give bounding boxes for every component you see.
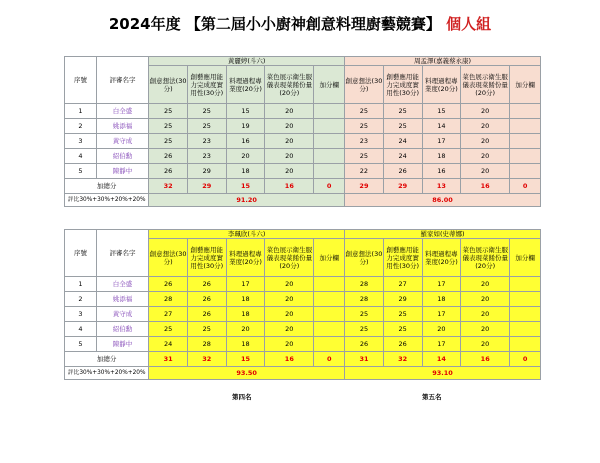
score-cell: 20 [265,307,314,322]
criteria-header: 創藝應用能力完成度實用性(30分) [187,239,226,277]
score-cell: 25 [149,134,188,149]
score-cell: 20 [461,322,510,337]
score-cell: 20 [265,104,314,119]
criteria-header: 創意想法(30分) [149,239,188,277]
score-table-2 [64,229,541,380]
seq-cell: 1 [65,104,97,119]
total-cell: 14 [422,352,461,367]
criteria-header: 菜色展示衛生服儀表現菜餚份量(20分) [265,66,314,104]
total-cell: 15 [226,352,265,367]
score-cell: 16 [226,134,265,149]
total-cell: 29 [187,179,226,194]
judge-name: 姚添福 [96,119,148,134]
score-cell: 26 [149,164,188,179]
score-cell [314,307,345,322]
score-cell [510,292,541,307]
score-cell [314,322,345,337]
score-cell: 20 [461,104,510,119]
total-cell: 0 [314,179,345,194]
title-group: 個人組 [446,15,492,33]
score-cell: 28 [345,292,384,307]
score-cell: 20 [265,277,314,292]
score-cell: 25 [187,104,226,119]
seq-cell: 4 [65,322,97,337]
score-cell [510,149,541,164]
contestant-name: 周孟澤(嘉義蔡永康) [345,57,541,66]
weighted-score: 93.10 [345,367,541,380]
score-cell: 28 [345,277,384,292]
total-cell: 0 [314,352,345,367]
score-cell: 17 [422,307,461,322]
score-cell: 26 [187,307,226,322]
score-cell: 25 [345,149,384,164]
seq-cell: 5 [65,337,97,352]
score-cell: 20 [461,119,510,134]
contestant-name: 李珮欣(斗六) [149,230,345,239]
score-cell [314,104,345,119]
score-cell: 20 [461,337,510,352]
contestant-name: 羅家如(史蒂娜) [345,230,541,239]
contestant-name: 黃麗婷(斗六) [149,57,345,66]
seq-cell: 3 [65,307,97,322]
score-cell: 20 [265,164,314,179]
score-cell: 18 [422,149,461,164]
score-cell [510,307,541,322]
score-cell [510,277,541,292]
score-cell: 25 [149,119,188,134]
criteria-header: 創藝應用能力完成度實用性(30分) [383,66,422,104]
score-cell: 25 [345,119,384,134]
score-cell [510,164,541,179]
score-cell: 27 [383,277,422,292]
judge-header: 評審名字 [96,57,148,104]
total-cell: 31 [345,352,384,367]
seq-header: 序號 [65,230,97,277]
score-cell: 29 [187,164,226,179]
judge-name: 陳靜中 [96,337,148,352]
score-cell: 25 [187,119,226,134]
score-cell: 20 [461,149,510,164]
score-cell: 23 [187,134,226,149]
total-cell: 16 [265,352,314,367]
criteria-header: 加分欄 [510,239,541,277]
score-cell: 28 [187,337,226,352]
total-cell: 16 [461,179,510,194]
score-cell [510,322,541,337]
score-cell: 20 [265,322,314,337]
score-table-1 [64,56,541,207]
score-cell: 17 [422,134,461,149]
score-cell: 20 [265,134,314,149]
criteria-header: 菜色展示衛生服儀表現菜餚份量(20分) [461,239,510,277]
total-cell: 16 [265,179,314,194]
total-cell: 29 [383,179,422,194]
score-cell: 29 [383,292,422,307]
score-cell: 20 [461,277,510,292]
seq-header: 序號 [65,57,97,104]
seq-cell: 5 [65,164,97,179]
score-cell: 25 [149,104,188,119]
total-label: 加總分 [65,179,149,194]
score-cell: 20 [461,164,510,179]
score-cell: 18 [226,164,265,179]
score-cell [314,134,345,149]
total-cell: 32 [149,179,188,194]
score-cell: 24 [383,134,422,149]
judge-name: 陳靜中 [96,164,148,179]
score-cell: 26 [345,337,384,352]
score-cell [314,149,345,164]
score-cell: 20 [226,322,265,337]
title-main: 2024年度 【第二屆小小廚神創意料理廚藝競賽】 [108,15,441,33]
total-cell: 0 [510,179,541,194]
score-cell: 20 [461,134,510,149]
criteria-header: 創藝應用能力完成度實用性(30分) [383,239,422,277]
score-cell: 23 [187,149,226,164]
criteria-header: 料理過程專業度(20分) [422,66,461,104]
criteria-header: 創意想法(30分) [345,239,384,277]
score-cell: 20 [422,322,461,337]
score-cell: 26 [383,337,422,352]
score-cell: 20 [461,307,510,322]
rank-label-right: 第五名 [422,393,442,401]
seq-cell: 2 [65,119,97,134]
seq-cell: 3 [65,134,97,149]
score-cell: 25 [345,322,384,337]
score-cell: 26 [149,149,188,164]
judge-name: 白全盛 [96,104,148,119]
score-cell [510,119,541,134]
score-cell: 17 [422,337,461,352]
score-cell: 18 [226,337,265,352]
score-cell: 26 [187,292,226,307]
score-cell: 15 [226,104,265,119]
score-cell [314,277,345,292]
score-cell: 20 [265,337,314,352]
score-cell: 24 [383,149,422,164]
score-cell: 25 [345,307,384,322]
criteria-header: 加分欄 [314,66,345,104]
score-cell: 27 [149,307,188,322]
score-cell: 25 [383,119,422,134]
score-cell: 18 [226,292,265,307]
weighted-score: 86.00 [345,194,541,207]
criteria-header: 創意想法(30分) [149,66,188,104]
score-cell: 26 [187,277,226,292]
criteria-header: 菜色展示衛生服儀表現菜餚份量(20分) [265,239,314,277]
score-cell: 20 [265,119,314,134]
total-cell: 31 [149,352,188,367]
score-cell: 25 [187,322,226,337]
seq-cell: 2 [65,292,97,307]
criteria-header: 加分欄 [314,239,345,277]
score-cell: 17 [422,277,461,292]
score-cell [314,337,345,352]
weighted-score: 91.20 [149,194,345,207]
criteria-header: 料理過程專業度(20分) [226,66,265,104]
score-cell [314,164,345,179]
weighted-label: 評比30%+30%+20%+20% [65,367,149,380]
total-cell: 29 [345,179,384,194]
score-cell: 24 [149,337,188,352]
total-label: 加總分 [65,352,149,367]
score-cell [314,119,345,134]
score-cell: 25 [149,322,188,337]
score-cell: 26 [149,277,188,292]
judge-name: 紹伯勳 [96,322,148,337]
total-cell: 0 [510,352,541,367]
score-cell [510,337,541,352]
score-cell: 22 [345,164,384,179]
score-cell: 26 [383,164,422,179]
judge-name: 紹伯勳 [96,149,148,164]
score-cell [314,292,345,307]
judge-header: 評審名字 [96,230,148,277]
score-cell [510,134,541,149]
criteria-header: 料理過程專業度(20分) [422,239,461,277]
score-cell [510,104,541,119]
criteria-header: 菜色展示衛生服儀表現菜餚份量(20分) [461,66,510,104]
total-cell: 32 [383,352,422,367]
score-cell: 25 [383,322,422,337]
score-cell: 25 [383,307,422,322]
total-cell: 16 [461,352,510,367]
score-cell: 28 [149,292,188,307]
rank-label-left: 第四名 [232,393,252,401]
judge-name: 黃守成 [96,134,148,149]
page-title [0,13,600,34]
criteria-header: 加分欄 [510,66,541,104]
weighted-label: 評比30%+30%+20%+20% [65,194,149,207]
score-cell: 18 [422,292,461,307]
score-cell: 20 [226,149,265,164]
criteria-header: 創藝應用能力完成度實用性(30分) [187,66,226,104]
seq-cell: 4 [65,149,97,164]
score-cell: 20 [265,149,314,164]
score-cell: 14 [422,119,461,134]
criteria-header: 創意想法(30分) [345,66,384,104]
seq-cell: 1 [65,277,97,292]
criteria-header: 料理過程專業度(20分) [226,239,265,277]
score-cell: 17 [226,277,265,292]
score-cell: 25 [345,104,384,119]
score-cell: 23 [345,134,384,149]
score-cell: 18 [226,307,265,322]
total-cell: 32 [187,352,226,367]
score-cell: 20 [265,292,314,307]
judge-name: 黃守成 [96,307,148,322]
score-cell: 20 [461,292,510,307]
score-cell: 15 [422,104,461,119]
judge-name: 白全盛 [96,277,148,292]
score-cell: 25 [383,104,422,119]
total-cell: 13 [422,179,461,194]
total-cell: 15 [226,179,265,194]
judge-name: 姚添福 [96,292,148,307]
score-cell: 16 [422,164,461,179]
weighted-score: 93.50 [149,367,345,380]
score-cell: 19 [226,119,265,134]
